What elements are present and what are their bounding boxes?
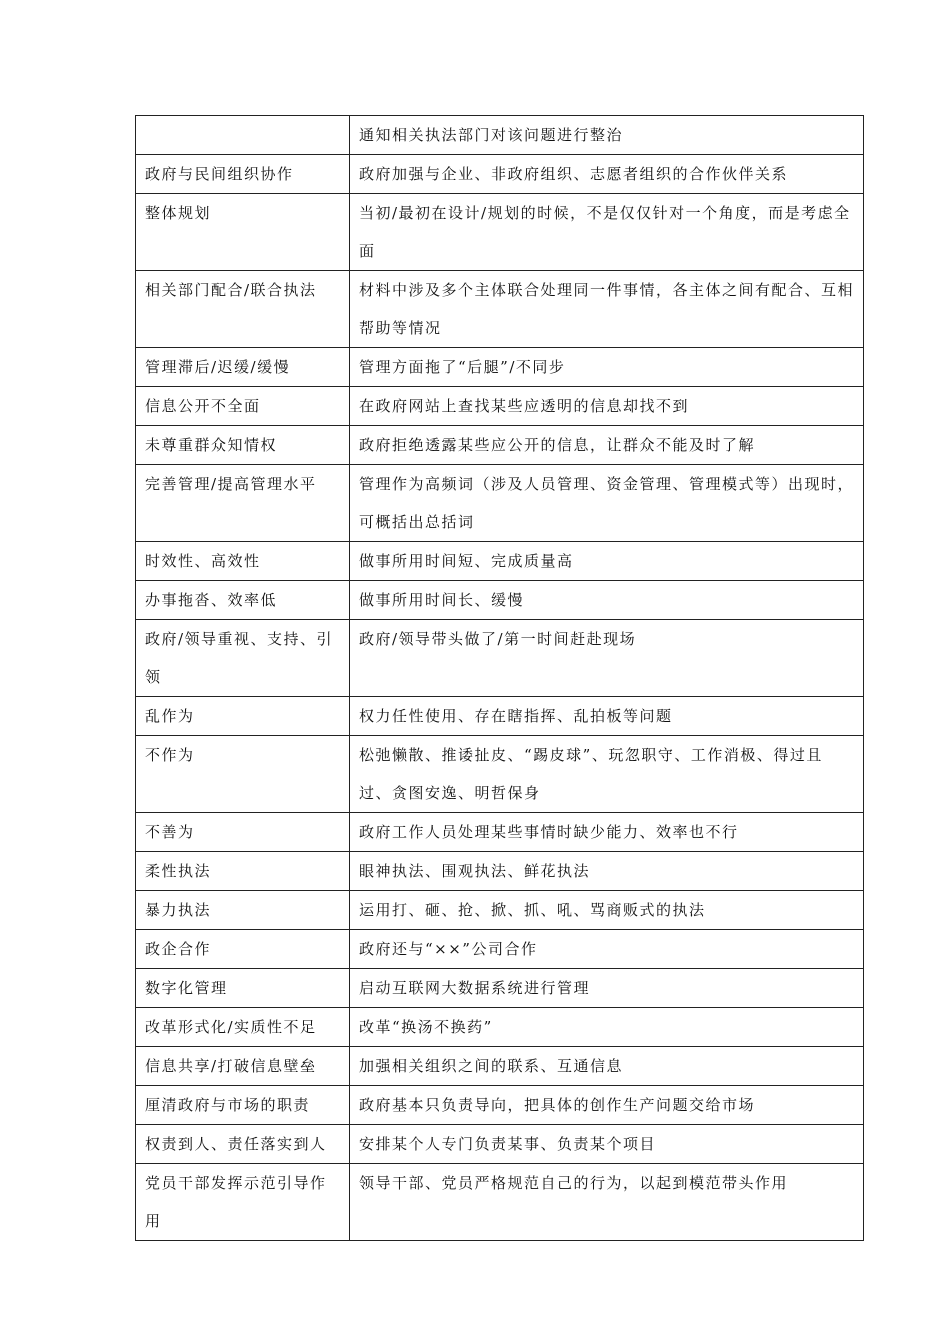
description-text: 启动互联网大数据系统进行管理 xyxy=(359,979,591,997)
description-text: 政府拒绝透露某些应公开的信息，让群众不能及时了解 xyxy=(359,436,756,454)
term-text: 不作为 xyxy=(145,746,195,764)
description-cell xyxy=(350,852,864,891)
term-description-table xyxy=(135,115,864,1241)
description-text: 加强相关组织之间的联系、互通信息 xyxy=(359,1057,624,1075)
description-cell xyxy=(350,271,864,348)
term-cell xyxy=(136,116,350,155)
term-cell xyxy=(136,930,350,969)
table-row xyxy=(136,697,864,736)
table-row xyxy=(136,1125,864,1164)
term-text: 信息公开不全面 xyxy=(145,397,261,415)
description-text: 材料中涉及多个主体联合处理同一件事情，各主体之间有配合、互相帮助等情况 xyxy=(359,281,855,337)
description-text: 安排某个人专门负责某事、负责某个项目 xyxy=(359,1135,657,1153)
term-text: 整体规划 xyxy=(145,204,212,222)
description-text: 管理方面拖了“后腿”/不同步 xyxy=(359,358,566,376)
description-text: 政府工作人员处理某些事情时缺少能力、效率也不行 xyxy=(359,823,739,841)
description-text: 政府加强与企业、非政府组织、志愿者组织的合作伙伴关系 xyxy=(359,165,789,183)
description-cell xyxy=(350,348,864,387)
term-cell xyxy=(136,736,350,813)
term-cell xyxy=(136,852,350,891)
term-cell xyxy=(136,813,350,852)
term-text: 政企合作 xyxy=(145,940,212,958)
term-text: 政府与民间组织协作 xyxy=(145,165,294,183)
description-cell xyxy=(350,969,864,1008)
term-cell xyxy=(136,387,350,426)
description-cell xyxy=(350,194,864,271)
term-cell xyxy=(136,1008,350,1047)
table-row xyxy=(136,813,864,852)
term-text: 党员干部发挥示范引导作用 xyxy=(145,1174,327,1230)
description-text: 政府还与“××”公司合作 xyxy=(359,940,538,958)
table-row xyxy=(136,969,864,1008)
description-text: 领导干部、党员严格规范自己的行为，以起到模范带头作用 xyxy=(359,1174,789,1192)
table-row xyxy=(136,930,864,969)
term-text: 暴力执法 xyxy=(145,901,212,919)
term-cell xyxy=(136,620,350,697)
description-cell xyxy=(350,891,864,930)
description-text: 当初/最初在设计/规划的时候，不是仅仅针对一个角度，而是考虑全面 xyxy=(359,204,851,260)
table-row xyxy=(136,271,864,348)
description-cell xyxy=(350,620,864,697)
table-row xyxy=(136,194,864,271)
description-text: 改革“换汤不换药” xyxy=(359,1018,493,1036)
description-cell xyxy=(350,813,864,852)
description-text: 管理作为高频词（涉及人员管理、资金管理、管理模式等）出现时，可概括出总括词 xyxy=(359,475,855,531)
term-text: 改革形式化/实质性不足 xyxy=(145,1018,317,1036)
table-row xyxy=(136,581,864,620)
term-cell xyxy=(136,581,350,620)
term-text: 完善管理/提高管理水平 xyxy=(145,475,317,493)
term-text: 柔性执法 xyxy=(145,862,212,880)
term-text: 办事拖沓、效率低 xyxy=(145,591,278,609)
term-cell xyxy=(136,891,350,930)
description-cell xyxy=(350,426,864,465)
description-text: 政府/领导带头做了/第一时间赶赴现场 xyxy=(359,630,637,648)
term-cell xyxy=(136,271,350,348)
description-cell xyxy=(350,116,864,155)
term-text: 厘清政府与市场的职责 xyxy=(145,1096,311,1114)
term-text: 政府/领导重视、支持、引领 xyxy=(145,630,334,686)
term-cell xyxy=(136,542,350,581)
term-cell xyxy=(136,465,350,542)
description-cell xyxy=(350,542,864,581)
description-text: 在政府网站上查找某些应透明的信息却找不到 xyxy=(359,397,690,415)
term-cell xyxy=(136,194,350,271)
term-text: 数字化管理 xyxy=(145,979,228,997)
term-text: 相关部门配合/联合执法 xyxy=(145,281,317,299)
term-cell xyxy=(136,155,350,194)
term-cell xyxy=(136,1125,350,1164)
term-cell xyxy=(136,426,350,465)
description-cell xyxy=(350,1086,864,1125)
table-row xyxy=(136,736,864,813)
table-row xyxy=(136,620,864,697)
table-row xyxy=(136,465,864,542)
description-cell xyxy=(350,697,864,736)
description-cell xyxy=(350,465,864,542)
table-row xyxy=(136,426,864,465)
term-text: 信息共享/打破信息壁垒 xyxy=(145,1057,317,1075)
description-cell xyxy=(350,736,864,813)
table-row xyxy=(136,387,864,426)
description-text: 运用打、砸、抢、掀、抓、吼、骂商贩式的执法 xyxy=(359,901,706,919)
term-cell xyxy=(136,348,350,387)
description-text: 通知相关执法部门对该问题进行整治 xyxy=(359,126,624,144)
table-body xyxy=(136,116,864,1241)
table-row xyxy=(136,852,864,891)
table-row xyxy=(136,1047,864,1086)
term-cell xyxy=(136,1086,350,1125)
table-row xyxy=(136,1008,864,1047)
term-text: 管理滞后/迟缓/缓慢 xyxy=(145,358,291,376)
term-cell xyxy=(136,969,350,1008)
description-text: 松弛懒散、推诿扯皮、“踢皮球”、玩忽职守、工作消极、得过且过、贪图安逸、明哲保身 xyxy=(359,746,823,802)
term-text: 权责到人、责任落实到人 xyxy=(145,1135,327,1153)
term-cell xyxy=(136,1164,350,1241)
description-cell xyxy=(350,1125,864,1164)
description-cell xyxy=(350,1008,864,1047)
table-row xyxy=(136,116,864,155)
term-text: 不善为 xyxy=(145,823,195,841)
table-row xyxy=(136,542,864,581)
term-text: 未尊重群众知情权 xyxy=(145,436,278,454)
term-cell xyxy=(136,697,350,736)
table-row xyxy=(136,155,864,194)
term-text: 乱作为 xyxy=(145,707,195,725)
description-cell xyxy=(350,581,864,620)
table-row xyxy=(136,891,864,930)
term-cell xyxy=(136,1047,350,1086)
description-cell xyxy=(350,930,864,969)
description-text: 做事所用时间长、缓慢 xyxy=(359,591,525,609)
description-text: 政府基本只负责导向，把具体的创作生产问题交给市场 xyxy=(359,1096,756,1114)
term-text: 时效性、高效性 xyxy=(145,552,261,570)
description-cell xyxy=(350,387,864,426)
description-text: 权力任性使用、存在瞎指挥、乱拍板等问题 xyxy=(359,707,673,725)
table-row xyxy=(136,1086,864,1125)
description-cell xyxy=(350,1164,864,1241)
description-text: 做事所用时间短、完成质量高 xyxy=(359,552,574,570)
description-cell xyxy=(350,155,864,194)
description-text: 眼神执法、围观执法、鲜花执法 xyxy=(359,862,591,880)
description-cell xyxy=(350,1047,864,1086)
table-row xyxy=(136,1164,864,1241)
table-row xyxy=(136,348,864,387)
